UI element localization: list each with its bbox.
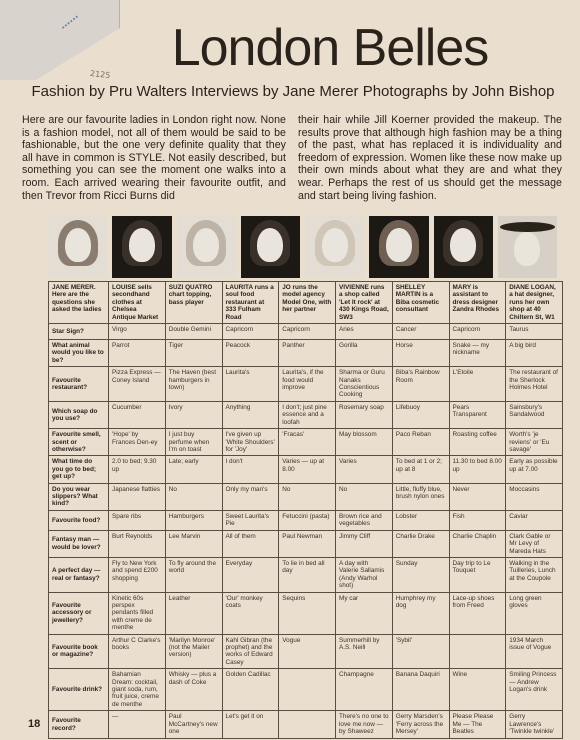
answer-cell: Moccasins	[506, 483, 563, 510]
answer-cell: Rosemary soap	[336, 401, 393, 428]
answer-cell: All of them	[222, 530, 279, 557]
answer-cell	[279, 669, 336, 711]
answer-cell: Charlie Chaplin	[449, 530, 506, 557]
torn-corner	[0, 0, 120, 80]
answer-cell: Taurus	[506, 324, 563, 340]
answer-cell: I just buy perfume when I'm on toast	[165, 429, 222, 456]
intro-column-1: Here are our favourite ladies in London right now. None is a fashion model, not all of them would be said to be fashionable, but the one very definite quality that they all have in common is STYLE. Not easily described, but something you can see the moment one walks into a room. Each arrived wearing their favourite outfit, and then Trevor from Ricci Burns did	[22, 114, 286, 202]
answer-cell: Summerhill by A.S. Neill	[336, 634, 393, 669]
answer-cell: Sharma or Guru Nanaks Conscientious Cooking	[336, 367, 393, 402]
answer-cell: Fetuccini (pasta)	[279, 510, 336, 530]
answer-cell: I don't	[222, 456, 279, 483]
answer-cell: To lie in bed all day	[279, 557, 336, 592]
table-row	[49, 429, 563, 456]
answer-cell: Biba's Rainbow Room	[392, 367, 449, 402]
answer-cell: Long green gloves	[506, 592, 563, 634]
answer-cell: To bed at 1 or 2; up at 8	[392, 456, 449, 483]
answer-cell	[449, 634, 506, 669]
answer-cell: Cancer	[392, 324, 449, 340]
table-row	[49, 401, 563, 428]
answer-cell: Paco Reban	[392, 429, 449, 456]
answer-cell: Leather	[165, 592, 222, 634]
question-cell: Favourite food?	[49, 510, 109, 530]
answer-cell: Gerry Lawrence's 'Twinkle twinkle'	[506, 711, 563, 739]
page-number: 18	[28, 718, 41, 730]
question-cell: Favourite drink?	[49, 669, 109, 711]
answer-cell: Kahl Gibran (the prophet) and the works of Edward Casey	[222, 634, 279, 669]
answer-cell: I don't; just pine essence and a loofah	[279, 401, 336, 428]
answer-cell: Parrot	[109, 340, 166, 367]
answer-cell: Laurita's, if the food would improve	[279, 367, 336, 402]
table-row	[49, 456, 563, 483]
answer-cell: Champagne	[336, 669, 393, 711]
answer-cell: Caviar	[506, 510, 563, 530]
answer-cell: A big bird	[506, 340, 563, 367]
table-row	[49, 324, 563, 340]
person-caption: SHELLEY MARTIN is a Biba cosmetic consultant	[392, 282, 449, 324]
answer-cell: Peacock	[222, 340, 279, 367]
question-cell: Favourite book or magazine?	[49, 634, 109, 669]
answer-cell: Gorilla	[336, 340, 393, 367]
answer-cell: Vogue	[279, 634, 336, 669]
answer-cell: Varies	[336, 456, 393, 483]
portrait-mary	[434, 216, 493, 278]
answer-cell	[279, 711, 336, 739]
answer-cell: The restaurant of the Sherlock Holmes Hotel	[506, 367, 563, 402]
answer-cell: Everyday	[222, 557, 279, 592]
question-cell: Fantasy man — would be lover?	[49, 530, 109, 557]
answer-cell: 'Marilyn Monroe' (not the Mailer version)	[165, 634, 222, 669]
answer-cell: Fly to New York and spend £200 shopping	[109, 557, 166, 592]
answer-cell: I've given up 'White Shoulders' for 'Joy'	[222, 429, 279, 456]
answer-cell: Please Please Me — The Beatles	[449, 711, 506, 739]
answer-cell: No	[165, 483, 222, 510]
answer-cell: L'Etoile	[449, 367, 506, 402]
answer-cell: Kinetic 60s perspex pendants filled with creme de menthe	[109, 592, 166, 634]
person-caption: MARY is assistant to dress designer Zandra Rhodes	[449, 282, 506, 324]
question-cell: Favourite record?	[49, 711, 109, 739]
answer-cell: Charlie Drake	[392, 530, 449, 557]
answer-cell: 'Fracas'	[279, 429, 336, 456]
answer-cell: —	[109, 711, 166, 739]
answer-cell: My car	[336, 592, 393, 634]
table-row	[49, 483, 563, 510]
answer-cell: Arthur C Clarke's books	[109, 634, 166, 669]
answer-cell: Ivory	[165, 401, 222, 428]
table-row	[49, 669, 563, 711]
answer-cell: Walking in the Tuilleries, Lunch at the Coupole	[506, 557, 563, 592]
answer-cell: Sequins	[279, 592, 336, 634]
answer-cell: 11.30 to bed 8.00 up	[449, 456, 506, 483]
answer-cell: Little, fluffy blue, brush nylon ones	[392, 483, 449, 510]
answer-cell: Never	[449, 483, 506, 510]
answer-cell: Jimmy Cliff	[336, 530, 393, 557]
question-cell: Do you wear slippers? What kind?	[49, 483, 109, 510]
answer-cell: A day with Valerie Sallamis (Andy Warhol shot)	[336, 557, 393, 592]
answer-cell: Varies — up at 8.00	[279, 456, 336, 483]
answer-cell: Capricorn	[449, 324, 506, 340]
question-cell: Favourite accessory or jewellery?	[49, 592, 109, 634]
answer-cell: 'Sybil'	[392, 634, 449, 669]
answer-cell: 'Our' monkey coats	[222, 592, 279, 634]
table-row	[49, 557, 563, 592]
answer-cell: Horse	[392, 340, 449, 367]
table-row	[49, 711, 563, 739]
library-stamp: ▪▪▪▪▪▪	[59, 12, 82, 32]
answer-cell: Sweet Laurita's Pie	[222, 510, 279, 530]
answer-cell: Late; early	[165, 456, 222, 483]
question-cell: Favourite smell, scent or otherwise?	[49, 429, 109, 456]
answer-cell: Worth's 'je reviens' or 'Eu savage'	[506, 429, 563, 456]
answer-cell: Bahamian Dream: cocktail, giant soda, rum, fruit juice, creme de menthe	[109, 669, 166, 711]
answer-cell: Cucumber	[109, 401, 166, 428]
answer-cell: Spare ribs	[109, 510, 166, 530]
table-row	[49, 510, 563, 530]
portrait-louise	[48, 216, 107, 278]
answer-cell: Anything	[222, 401, 279, 428]
answer-cell: Double Gemini	[165, 324, 222, 340]
question-cell: Favourite restaurant?	[49, 367, 109, 402]
answer-cell: Panther	[279, 340, 336, 367]
person-caption: LAURITA runs a soul food restaurant at 333 Fulham Road	[222, 282, 279, 324]
answer-cell: Capricorn	[222, 324, 279, 340]
answer-cell: Banana Daquiri	[392, 669, 449, 711]
portrait-suzi	[112, 216, 171, 278]
article-credits: Fashion by Pru Walters Interviews by Jane Merer Photographs by John Bishop	[31, 83, 555, 100]
question-cell: What time do you go to bed; get up?	[49, 456, 109, 483]
answer-cell: Day trip to Le Touquet	[449, 557, 506, 592]
answer-cell: Capricorn	[279, 324, 336, 340]
answer-cell: Brown rice and vegetables	[336, 510, 393, 530]
answer-cell: Pizza Express — Coney Island	[109, 367, 166, 402]
portrait-vivienne	[305, 216, 364, 278]
answer-cell: 'Hope' by Frances Den-ey	[109, 429, 166, 456]
answer-cell: Snake — my nickname	[449, 340, 506, 367]
answer-cell: Sainsbury's Sandalwood	[506, 401, 563, 428]
answer-cell: Pears Transparent	[449, 401, 506, 428]
answer-cell: No	[336, 483, 393, 510]
answer-cell: Gerry Marsden's 'Ferry across the Mersey'	[392, 711, 449, 739]
answer-cell: Japanese flatties	[109, 483, 166, 510]
table-row	[49, 634, 563, 669]
answer-cell: Aries	[336, 324, 393, 340]
answer-cell: 2.0 to bed; 9.30 up	[109, 456, 166, 483]
answer-cell: To fly around the world	[165, 557, 222, 592]
portrait-laurita	[177, 216, 236, 278]
person-caption: LOUISE sells secondhand clothes at Chelsea Antique Market	[109, 282, 166, 324]
question-cell: A perfect day — real or fantasy?	[49, 557, 109, 592]
question-cell: What animal would you like to be?	[49, 340, 109, 367]
intro-column-2: their hair while Jill Koerner provided the makeup. The results prove that although high fashion may be a thing of the past, what has replaced it is individuality and freedom of expression. Women like these now make up their own minds about what they are and what they wear. Perhaps the rest of us should get the message and start being living fashion.	[298, 114, 562, 202]
answer-cell: Lifebuoy	[392, 401, 449, 428]
person-caption: VIVIENNE runs a shop called 'Let It rock' at 430 Kings Road, SW3	[336, 282, 393, 324]
person-caption: DIANE LOGAN, a hat designer, runs her own shop at 40 Chiltern St, W1	[506, 282, 563, 324]
answer-cell: Whisky — plus a dash of Coke	[165, 669, 222, 711]
table-row	[49, 592, 563, 634]
answer-cell: Only my man's	[222, 483, 279, 510]
answer-cell: Smiling Princess — Andrew Logan's drink	[506, 669, 563, 711]
questionnaire-table	[48, 281, 563, 739]
answer-cell: Fish	[449, 510, 506, 530]
portrait-shelley	[369, 216, 428, 278]
answer-cell: Let's get it on	[222, 711, 279, 739]
answer-cell: Hamburgers	[165, 510, 222, 530]
answer-cell: Early as possible up at 7.00	[506, 456, 563, 483]
pencil-note: 2125	[89, 68, 111, 81]
answer-cell: The Haven (best hamburgers in town)	[165, 367, 222, 402]
table-header-row	[49, 282, 563, 324]
answer-cell: Paul McCartney's new one	[165, 711, 222, 739]
answer-cell: Roasting coffee	[449, 429, 506, 456]
answer-cell: Lace-up shoes from Freed	[449, 592, 506, 634]
answer-cell: Virgo	[109, 324, 166, 340]
answer-cell: Tiger	[165, 340, 222, 367]
answer-cell: Golden Cadillac	[222, 669, 279, 711]
answer-cell: Clark Gable or Mr Levy of Mareda Hats	[506, 530, 563, 557]
article-title: London Belles	[171, 19, 489, 77]
answer-cell: Laurita's	[222, 367, 279, 402]
answer-cell: Burt Reynolds	[109, 530, 166, 557]
question-cell: Star Sign?	[49, 324, 109, 340]
answer-cell: There's no one to love me now — by Shaweez	[336, 711, 393, 739]
table-row	[49, 530, 563, 557]
intro-text	[22, 114, 562, 216]
answer-cell: May blossom	[336, 429, 393, 456]
person-caption: JANE MERER. Here are the questions she asked the ladies	[49, 282, 109, 324]
answer-cell: Lee Marvin	[165, 530, 222, 557]
answer-cell: Lobster	[392, 510, 449, 530]
answer-cell: Sunday	[392, 557, 449, 592]
table-row	[49, 367, 563, 402]
person-caption: SUZI QUATRO chart topping, bass player	[165, 282, 222, 324]
answer-cell: 1934 March issue of Vogue	[506, 634, 563, 669]
answer-cell: Wine	[449, 669, 506, 711]
table-row	[49, 340, 563, 367]
portrait-strip	[48, 216, 557, 278]
portrait-jo	[241, 216, 300, 278]
person-caption: JO runs the model agency Model One, with her partner	[279, 282, 336, 324]
portrait-diane	[498, 216, 557, 278]
answer-cell: Humphrey my dog	[392, 592, 449, 634]
question-cell: Which soap do you use?	[49, 401, 109, 428]
answer-cell: No	[279, 483, 336, 510]
answer-cell: Paul Newman	[279, 530, 336, 557]
